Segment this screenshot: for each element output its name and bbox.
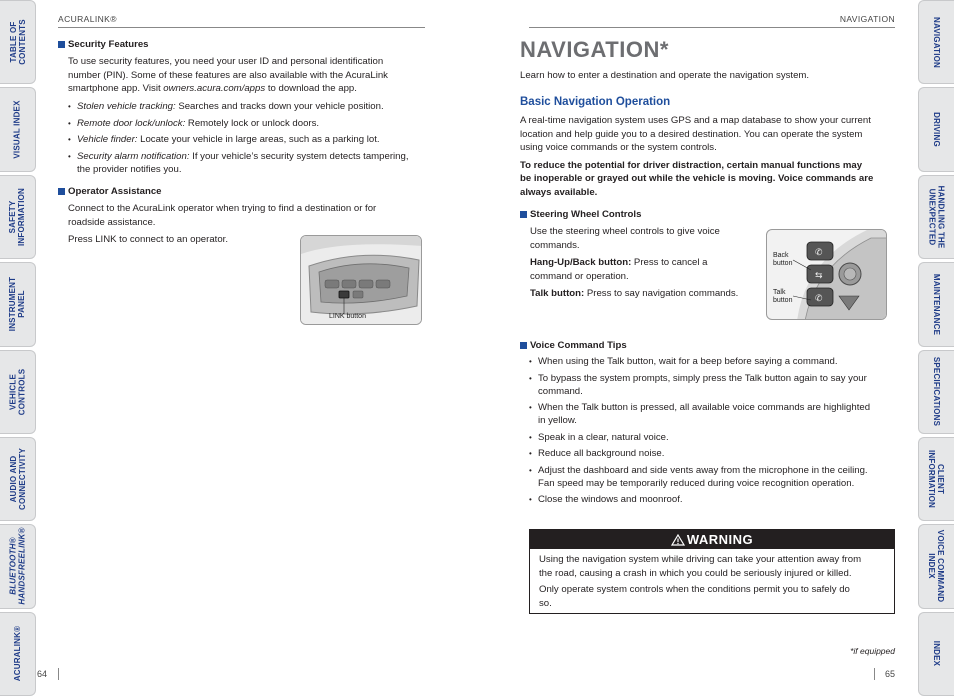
warning-triangle-icon — [671, 534, 685, 546]
tab-safety-information[interactable]: SAFETY INFORMATION — [0, 175, 36, 259]
list-item: • When the Talk button is pressed, all available voice commands are highlighted in yellow. — [529, 401, 895, 427]
tab-visual-index[interactable]: VISUAL INDEX — [0, 87, 36, 171]
list-item: • Remote door lock/unlock: Remotely lock or unlock doors. — [68, 117, 433, 130]
left-running-head: ACURALINK® — [58, 14, 117, 24]
tab-instrument-panel[interactable]: INSTRUMENT PANEL — [0, 262, 36, 346]
security-bullets — [68, 100, 433, 179]
link-button-figure — [300, 235, 422, 325]
list-item: • Security alarm notification: If your vehicle’s security system detects tampering, the provider notifies you. — [68, 150, 433, 176]
page-title: NAVIGATION* — [520, 37, 669, 62]
tab-voice-command-index[interactable]: VOICE COMMAND INDEX — [918, 524, 954, 608]
right-section-tabs — [918, 0, 954, 699]
left-section-tabs — [0, 0, 36, 699]
right-header-rule — [529, 27, 895, 28]
tab-table-of-contents[interactable]: TABLE OF CONTENTS — [0, 0, 36, 84]
steering-controls-illustration — [767, 230, 887, 320]
steering-wheel-controls-heading: Steering Wheel Controls — [520, 209, 641, 220]
tab-client-information[interactable]: CLIENT INFORMATION — [918, 437, 954, 521]
basic-navigation-heading: Basic Navigation Operation — [520, 96, 671, 108]
svg-text:✆: ✆ — [815, 294, 823, 304]
warning-box — [529, 529, 895, 614]
left-page-number: 64 — [37, 669, 48, 679]
list-item: • When using the Talk button, wait for a beep before saying a command. — [529, 355, 895, 368]
section-square-icon — [58, 188, 65, 195]
list-item: • Vehicle finder: Locate your vehicle in large areas, such as a parking lot. — [68, 133, 433, 146]
tab-navigation[interactable]: NAVIGATION — [918, 0, 954, 84]
operator-text: Connect to the AcuraLink operator when trying to find a destination or for roadside assistance. Press LINK to connect to an operator. — [68, 203, 377, 245]
warning-body: Using the navigation system while driving can take your attention away from the road, causing a crash in which you could be seriously injured or killed. Only operate system controls when the conditions permit you to safely do so. — [539, 554, 862, 609]
operator-assistance-heading: Operator Assistance — [58, 186, 162, 197]
footnote: *if equipped — [850, 646, 895, 656]
talk-button-label: Talk button — [773, 289, 793, 304]
basic-navigation-text: A real-time navigation system uses GPS and a map database to show your current location and help guide you to a desired destination. You can operate the system using voice commands or the system controls. To reduce the potential for driver distraction, certain manual functions may be inoperable or grayed out while the vehicle is moving. Voice commands are always available. — [520, 115, 874, 198]
right-page-bar — [874, 668, 875, 680]
list-item: • Reduce all background noise. — [529, 447, 895, 460]
voice-tips-bullets — [529, 355, 895, 510]
tab-acuralink[interactable]: ACURALINK® — [0, 612, 36, 696]
tab-vehicle-controls[interactable]: VEHICLE CONTROLS — [0, 350, 36, 434]
svg-text:⇆: ⇆ — [815, 271, 823, 281]
back-button-label: Back button — [773, 252, 793, 267]
tab-audio-connectivity[interactable]: AUDIO AND CONNECTIVITY — [0, 437, 36, 521]
list-item: • To bypass the system prompts, simply press the Talk button again to say your command. — [529, 372, 895, 398]
tab-specifications[interactable]: SPECIFICATIONS — [918, 350, 954, 434]
tab-driving[interactable]: DRIVING — [918, 87, 954, 171]
steering-wheel-figure — [766, 229, 887, 320]
overhead-console-illustration — [301, 236, 422, 325]
section-square-icon — [520, 211, 527, 218]
svg-text:✆: ✆ — [815, 248, 823, 258]
tab-maintenance[interactable]: MAINTENANCE — [918, 262, 954, 346]
section-square-icon — [58, 41, 65, 48]
owners-url-link[interactable]: owners.acura.com/apps — [163, 83, 266, 94]
tab-bluetooth-handsfreelink[interactable]: BLUETOOTH® HANDSFREELINK® — [0, 524, 36, 608]
navigation-intro: Learn how to enter a destination and operate the navigation system. — [520, 70, 810, 81]
link-button-label: LINK button — [329, 313, 366, 320]
voice-command-tips-heading: Voice Command Tips — [520, 340, 627, 351]
tab-handling-unexpected[interactable]: HANDLING THE UNEXPECTED — [918, 175, 954, 259]
list-item: • Stolen vehicle tracking: Searches and tracks down your vehicle position. — [68, 100, 433, 113]
list-item: • Close the windows and moonroof. — [529, 493, 895, 506]
left-header-rule — [58, 27, 425, 28]
security-intro: To use security features, you need your user ID and personal identification number (PIN). Some of these features are also available with the AcuraLink smartphone app. Visit owners.acura.com/apps to download the app. — [68, 56, 388, 94]
warning-header: WARNING — [530, 530, 894, 549]
steering-text: Use the steering wheel controls to give voice commands. Hang-Up/Back button: Press to cancel a command or operation. Talk button: Press to say navigation commands. — [530, 226, 739, 299]
security-features-heading: Security Features — [58, 39, 149, 50]
left-page-bar — [58, 668, 59, 680]
tab-index[interactable]: INDEX — [918, 612, 954, 696]
section-square-icon — [520, 342, 527, 349]
right-running-head: NAVIGATION — [839, 14, 895, 24]
right-page-number: 65 — [885, 669, 896, 679]
list-item: • Speak in a clear, natural voice. — [529, 431, 895, 444]
list-item: • Adjust the dashboard and side vents away from the microphone in the ceiling. Fan speed may be temporarily reduced during voice recognition operation. — [529, 464, 895, 490]
